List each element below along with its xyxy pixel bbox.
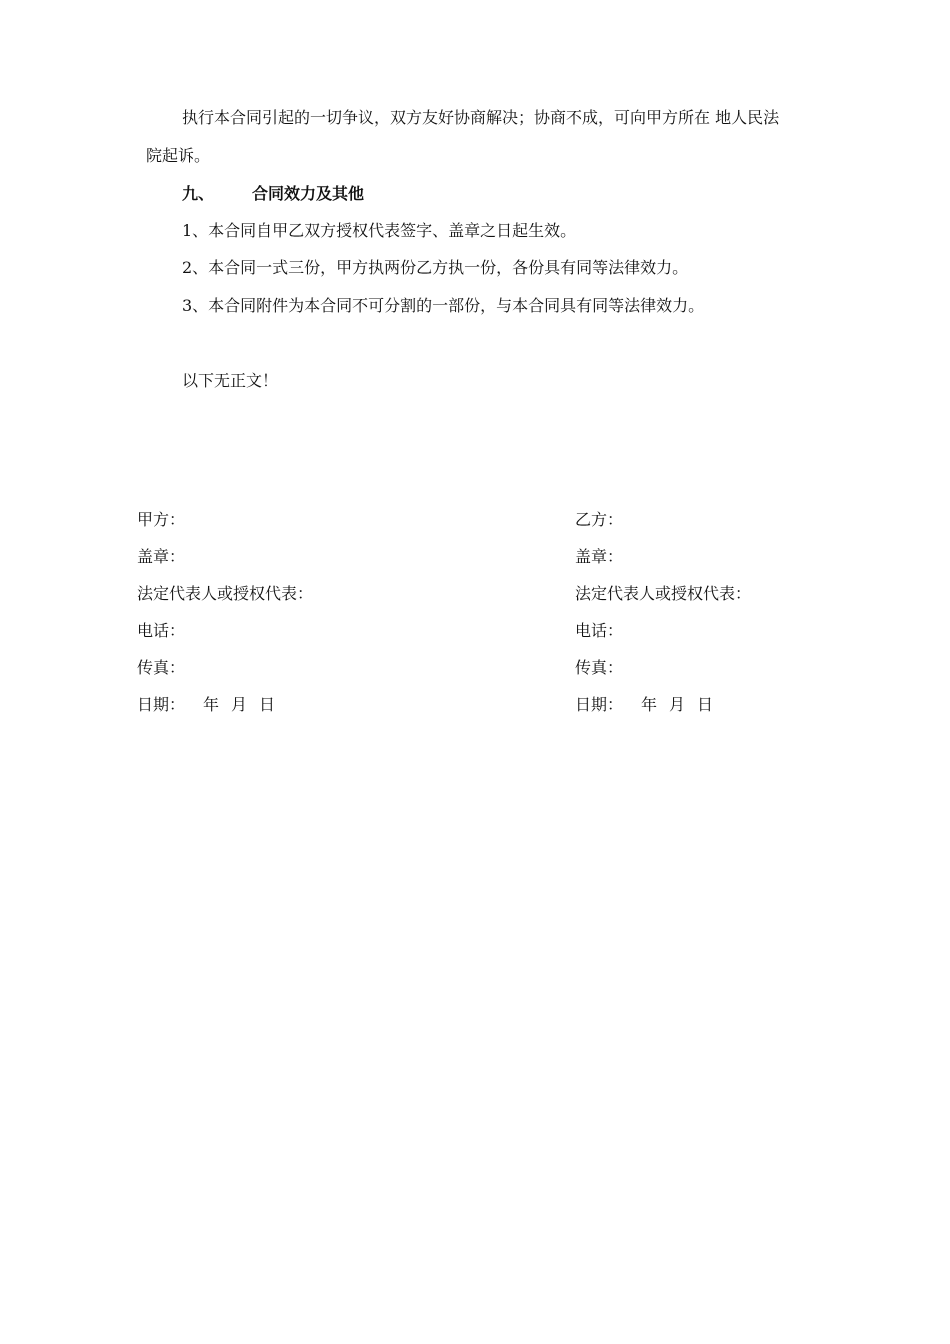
section-title: 合同效力及其他 — [252, 184, 365, 203]
dispute-paragraph-line2: 院起诉。 — [146, 146, 211, 165]
end-of-text-note: 以下无正文！ — [182, 371, 279, 390]
party-b-date-row — [575, 695, 895, 732]
party-a-seal-label: 盖章： — [137, 547, 186, 566]
party-a-fax-label: 传真： — [137, 658, 186, 677]
party-a-signature-block — [137, 510, 457, 732]
party-b-phone-label: 电话： — [575, 621, 624, 640]
clause-item: 2、本合同一式三份，甲方执两份乙方执一份，各份具有同等法律效力。 — [182, 258, 689, 277]
party-b-signature-block — [575, 510, 895, 732]
party-a-date-month: 月 — [231, 695, 248, 714]
party-a-date-day: 日 — [259, 695, 276, 714]
party-b-date-month: 月 — [669, 695, 686, 714]
party-b-seal-label: 盖章： — [575, 547, 624, 566]
party-b-date-day: 日 — [697, 695, 714, 714]
party-a-date-label: 日期： — [137, 695, 186, 714]
party-b-label: 乙方： — [575, 510, 624, 529]
clause-item: 3、本合同附件为本合同不可分割的一部份，与本合同具有同等法律效力。 — [182, 296, 705, 315]
party-a-representative-label: 法定代表人或授权代表： — [137, 584, 314, 603]
party-b-date-year: 年 — [641, 695, 658, 714]
section-number: 九、 — [182, 184, 215, 203]
party-a-date-row — [137, 695, 457, 732]
dispute-paragraph-line1: 执行本合同引起的一切争议，双方友好协商解决；协商不成，可向甲方所在 地人民法 — [182, 108, 780, 127]
clause-item: 1、本合同自甲乙双方授权代表签字、盖章之日起生效。 — [182, 221, 577, 240]
party-b-fax-label: 传真： — [575, 658, 624, 677]
party-a-phone-label: 电话： — [137, 621, 186, 640]
party-a-date-year: 年 — [203, 695, 220, 714]
party-b-representative-label: 法定代表人或授权代表： — [575, 584, 752, 603]
party-b-date-label: 日期： — [575, 695, 624, 714]
party-a-label: 甲方： — [137, 510, 186, 529]
